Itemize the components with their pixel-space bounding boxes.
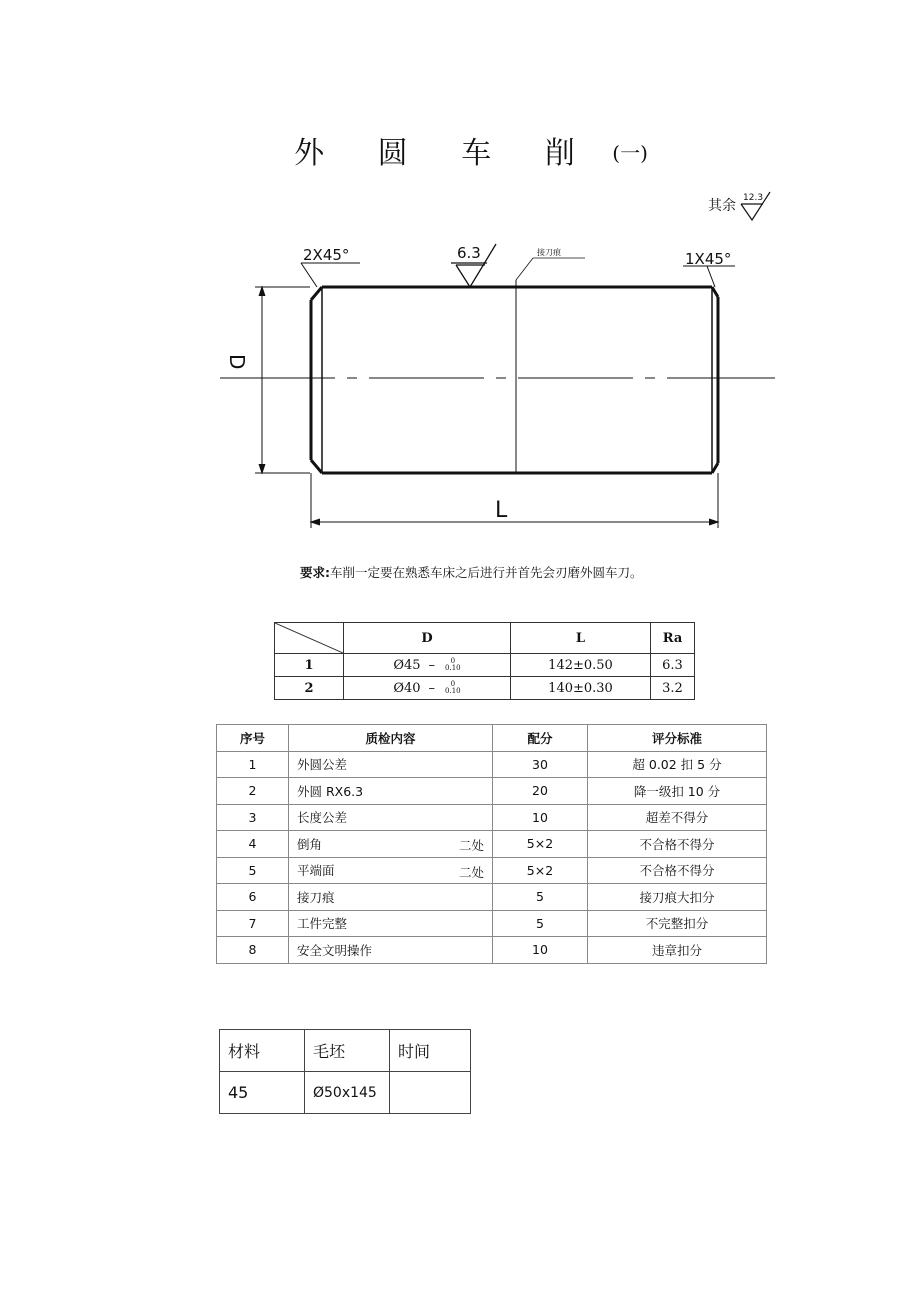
score-cell: 10 [493, 937, 588, 964]
dimension-l-label: L [495, 498, 508, 523]
table-row [217, 751, 767, 778]
length-cell: 142±0.50 [511, 654, 651, 677]
score-cell: 5×2 [493, 831, 588, 858]
row-number: 6 [217, 884, 289, 911]
blank-value: Ø50x145 [305, 1072, 390, 1114]
row-number: 4 [217, 831, 289, 858]
roughness-top-label: 6.3 [457, 244, 481, 262]
row-number: 8 [217, 937, 289, 964]
table-row [217, 831, 767, 858]
header-d: D [344, 623, 511, 654]
material-value-row [220, 1072, 471, 1114]
criteria-cell: 超差不得分 [588, 804, 767, 831]
header-score: 配分 [493, 725, 588, 752]
dimension-l [311, 473, 718, 528]
spec-table [274, 622, 695, 700]
diameter-cell: Ø40 – 0 0.10 [344, 677, 511, 700]
score-cell: 5×2 [493, 857, 588, 884]
header-blank: 毛坯 [305, 1030, 390, 1072]
criteria-cell: 不合格不得分 [588, 831, 767, 858]
row-number: 7 [217, 910, 289, 937]
content-cell: 外圆公差 [289, 751, 493, 778]
part-outline [311, 287, 718, 473]
material-value: 45 [220, 1072, 305, 1114]
header-material: 材料 [220, 1030, 305, 1072]
criteria-cell: 不完整扣分 [588, 910, 767, 937]
ra-cell: 6.3 [651, 654, 695, 677]
table-row [217, 910, 767, 937]
row-number: 2 [275, 677, 344, 700]
criteria-cell: 降一级扣 10 分 [588, 778, 767, 805]
score-cell: 20 [493, 778, 588, 805]
score-cell: 30 [493, 751, 588, 778]
criteria-cell: 接刀痕大扣分 [588, 884, 767, 911]
header-time: 时间 [390, 1030, 471, 1072]
material-header-row [220, 1030, 471, 1072]
table-row [217, 857, 767, 884]
criteria-cell: 超 0.02 扣 5 分 [588, 751, 767, 778]
score-cell: 5 [493, 884, 588, 911]
title-char: 车 [461, 136, 492, 171]
chamfer-left-label: 2X45° [303, 246, 350, 264]
spec-table-header [275, 623, 695, 654]
page-title [0, 128, 920, 172]
header-l: L [511, 623, 651, 654]
criteria-cell: 违章扣分 [588, 937, 767, 964]
header-content: 质检内容 [289, 725, 493, 752]
row-number: 5 [217, 857, 289, 884]
content-cell: 安全文明操作 [289, 937, 493, 964]
row-number: 2 [217, 778, 289, 805]
table-row [217, 884, 767, 911]
requirement-note [300, 563, 643, 581]
table-row [217, 937, 767, 964]
dimension-d [255, 287, 310, 473]
ra-cell: 3.2 [651, 677, 695, 700]
content-cell: 倒角 二处 [289, 831, 493, 858]
dimension-d-label: D [225, 354, 249, 370]
table-row [217, 804, 767, 831]
header-criteria: 评分标准 [588, 725, 767, 752]
table-row [217, 778, 767, 805]
criteria-cell: 不合格不得分 [588, 857, 767, 884]
score-table [216, 724, 767, 964]
part-drawing [215, 180, 785, 540]
content-cell: 外圆 RX6.3 [289, 778, 493, 805]
joint-note-label: 接刀痕 [537, 248, 561, 257]
row-number: 1 [217, 751, 289, 778]
length-cell: 140±0.30 [511, 677, 651, 700]
score-cell: 10 [493, 804, 588, 831]
diagonal-header-cell [275, 623, 344, 654]
table-row [275, 654, 695, 677]
score-cell: 5 [493, 910, 588, 937]
requirement-label: 要求: [300, 565, 330, 580]
content-cell: 长度公差 [289, 804, 493, 831]
title-char: 圆 [377, 136, 408, 171]
content-cell: 工件完整 [289, 910, 493, 937]
row-number: 3 [217, 804, 289, 831]
content-cell: 接刀痕 [289, 884, 493, 911]
title-subtitle: (一) [612, 141, 648, 165]
title-char: 外 [294, 136, 325, 171]
roughness-other-label: 其余 [708, 198, 736, 214]
header-no: 序号 [217, 725, 289, 752]
table-row [275, 677, 695, 700]
joint-leader [516, 258, 533, 280]
row-number: 1 [275, 654, 344, 677]
roughness-other-value: 12.3 [743, 193, 764, 203]
header-ra: Ra [651, 623, 695, 654]
material-table [219, 1029, 471, 1114]
chamfer-right-label: 1X45° [685, 250, 732, 268]
time-value [390, 1072, 471, 1114]
diameter-cell: Ø45 – 0 0.10 [344, 654, 511, 677]
diagonal-line [275, 623, 343, 653]
title-char: 削 [544, 136, 575, 171]
requirement-text: 车削一定要在熟悉车床之后进行并首先会刃磨外圆车刀。 [330, 565, 643, 580]
content-cell: 平端面 二处 [289, 857, 493, 884]
score-table-header [217, 725, 767, 752]
